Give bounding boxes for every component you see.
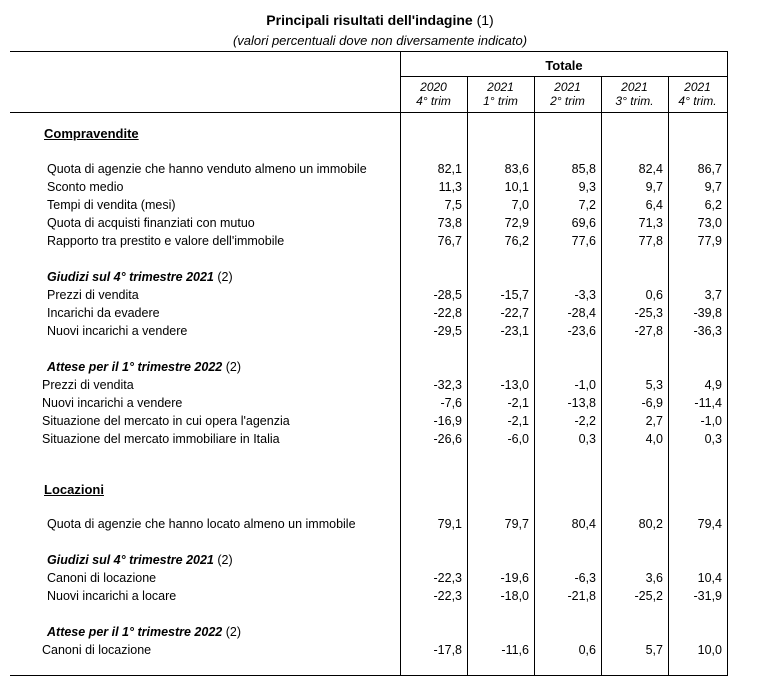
table-cell: 7,0 [511, 198, 529, 212]
totale-rule [400, 76, 728, 77]
row-label: Prezzi di vendita [42, 378, 134, 392]
table-cell: -15,7 [500, 288, 529, 302]
table-cell: -18,0 [500, 589, 529, 603]
header-rule [10, 112, 728, 113]
table-cell: 77,9 [697, 234, 722, 248]
table-cell: 73,8 [437, 216, 462, 230]
table-cell: -29,5 [433, 324, 462, 338]
group-note: (2) [213, 553, 233, 567]
table-cell: 79,1 [437, 517, 462, 531]
row-label: Nuovi incarichi a locare [47, 589, 177, 603]
column-year: 2021 [621, 80, 648, 94]
table-cell: -21,8 [567, 589, 596, 603]
column-year: 2021 [487, 80, 514, 94]
row-label: Quota di agenzie che hanno locato almeno un immobile [47, 517, 356, 531]
table-cell: -11,4 [694, 396, 722, 410]
table-cell: 0,3 [704, 432, 722, 446]
table-cell: 6,4 [645, 198, 663, 212]
table-cell: -6,9 [641, 396, 663, 410]
table-cell: -27,8 [634, 324, 663, 338]
table-cell: -22,7 [500, 306, 529, 320]
group-title-text: Giudizi sul 4° trimestre 2021 [47, 270, 214, 284]
row-label: Situazione del mercato in cui opera l'agenzia [42, 414, 290, 428]
column-header [467, 80, 534, 108]
column-period: 1° trim [483, 94, 518, 108]
totale-header: Totale [545, 58, 583, 73]
group-note: (2) [222, 625, 241, 639]
table-cell: 77,6 [571, 234, 596, 248]
table-cell: 83,6 [504, 162, 529, 176]
table-cell: 77,8 [638, 234, 663, 248]
row-label: Canoni di locazione [42, 643, 152, 657]
table-cell: 76,2 [504, 234, 529, 248]
table-cell: 10,1 [504, 180, 529, 194]
table-cell: -2,1 [507, 396, 529, 410]
table-cell: 73,0 [697, 216, 722, 230]
table-subtitle: (valori percentuali dove non diversamente indicato) [232, 33, 528, 48]
table-cell: -16,9 [433, 414, 462, 428]
row-label: Sconto medio [47, 180, 124, 194]
column-header [601, 80, 668, 108]
group-title-text: Attese per il 1° trimestre 2022 [47, 360, 223, 374]
table-cell: -25,3 [634, 306, 663, 320]
table-cell: -23,6 [567, 324, 596, 338]
table-cell: -28,4 [567, 306, 596, 320]
column-period: 3° trim. [615, 94, 654, 108]
group-title-text: Giudizi sul 4° trimestre 2021 [47, 553, 214, 567]
table-cell: 72,9 [504, 216, 529, 230]
table-cell: -22,3 [433, 589, 462, 603]
row-label: Rapporto tra prestito e valore dell'immobile [47, 234, 285, 248]
table-cell: -11,6 [501, 643, 529, 657]
group-title [47, 360, 241, 374]
table-cell: 85,8 [571, 162, 596, 176]
table-cell: 80,4 [571, 517, 596, 531]
row-label: Incarichi da evadere [47, 306, 160, 320]
section-title: Compravendite [44, 126, 139, 141]
column-divider [601, 76, 602, 675]
table-cell: 76,7 [437, 234, 462, 248]
column-period: 4° trim. [678, 94, 717, 108]
row-label: Tempi di vendita (mesi) [47, 198, 176, 212]
table-cell: 2,7 [645, 414, 663, 428]
table-cell: -2,1 [507, 414, 529, 428]
table-cell: -39,8 [693, 306, 722, 320]
table-cell: -23,1 [500, 324, 529, 338]
group-title [47, 625, 241, 639]
group-title-text: Attese per il 1° trimestre 2022 [47, 625, 223, 639]
table-cell: -17,8 [433, 643, 462, 657]
table-cell: 0,3 [578, 432, 596, 446]
row-label: Situazione del mercato immobiliare in Italia [42, 432, 280, 446]
table-cell: -13,8 [567, 396, 596, 410]
table-cell: 86,7 [697, 162, 722, 176]
table-cell: -7,6 [440, 396, 462, 410]
table-cell: -2,2 [574, 414, 596, 428]
table-cell: 4,9 [704, 378, 722, 392]
table-cell: -6,0 [507, 432, 529, 446]
table-title: Principali risultati dell'indagine (1) [266, 12, 494, 28]
table-cell: -31,9 [693, 589, 722, 603]
table-cell: 10,0 [697, 643, 722, 657]
section-title: Locazioni [44, 482, 104, 497]
table-cell: 7,5 [444, 198, 462, 212]
table-cell: -36,3 [693, 324, 722, 338]
table-cell: -32,3 [433, 378, 462, 392]
column-header [668, 80, 727, 108]
column-header [400, 80, 467, 108]
table-cell: 69,6 [571, 216, 596, 230]
table-cell: 10,4 [697, 571, 722, 585]
row-label: Quota di acquisti finanziati con mutuo [47, 216, 255, 230]
table-cell: -25,2 [634, 589, 663, 603]
column-divider [400, 51, 401, 675]
column-divider [727, 51, 728, 675]
table-cell: -22,8 [433, 306, 462, 320]
group-note: (2) [213, 270, 233, 284]
group-title [47, 553, 233, 567]
table-cell: -13,0 [500, 378, 529, 392]
column-year: 2021 [554, 80, 581, 94]
group-note: (2) [222, 360, 241, 374]
column-year: 2021 [684, 80, 711, 94]
table-cell: -28,5 [433, 288, 462, 302]
top-rule [10, 51, 728, 52]
row-label: Quota di agenzie che hanno venduto almeno un immobile [47, 162, 367, 176]
column-divider [467, 76, 468, 675]
table-cell: 79,7 [504, 517, 529, 531]
table-cell: 3,7 [704, 288, 722, 302]
table-cell: 9,3 [578, 180, 596, 194]
table-cell: 82,1 [437, 162, 462, 176]
table-cell: 11,3 [438, 180, 462, 194]
table-cell: 82,4 [638, 162, 663, 176]
table-cell: 0,6 [645, 288, 663, 302]
table-cell: 80,2 [638, 517, 663, 531]
bottom-rule [10, 675, 728, 676]
row-label: Prezzi di vendita [47, 288, 139, 302]
table-cell: 6,2 [704, 198, 722, 212]
table-cell: -19,6 [500, 571, 529, 585]
table-cell: 5,7 [645, 643, 663, 657]
table-cell: 4,0 [645, 432, 663, 446]
title-note: (1) [476, 12, 494, 28]
table-cell: 71,3 [638, 216, 663, 230]
table-cell: 9,7 [704, 180, 722, 194]
column-divider [534, 76, 535, 675]
table-cell: -1,0 [574, 378, 596, 392]
table-cell: 7,2 [578, 198, 596, 212]
table-cell: 79,4 [697, 517, 722, 531]
group-title [47, 270, 233, 284]
row-label: Nuovi incarichi a vendere [47, 324, 188, 338]
row-label: Canoni di locazione [47, 571, 157, 585]
column-period: 4° trim [416, 94, 451, 108]
table-cell: -1,0 [700, 414, 722, 428]
table-cell: 9,7 [645, 180, 663, 194]
column-header [534, 80, 601, 108]
table-cell: -3,3 [574, 288, 596, 302]
column-period: 2° trim [550, 94, 585, 108]
table-cell: -22,3 [433, 571, 462, 585]
table-cell: 0,6 [578, 643, 596, 657]
table-cell: 3,6 [645, 571, 663, 585]
table-cell: -26,6 [433, 432, 462, 446]
table-cell: 5,3 [645, 378, 663, 392]
table-cell: -6,3 [574, 571, 596, 585]
row-label: Nuovi incarichi a vendere [42, 396, 183, 410]
column-year: 2020 [420, 80, 447, 94]
